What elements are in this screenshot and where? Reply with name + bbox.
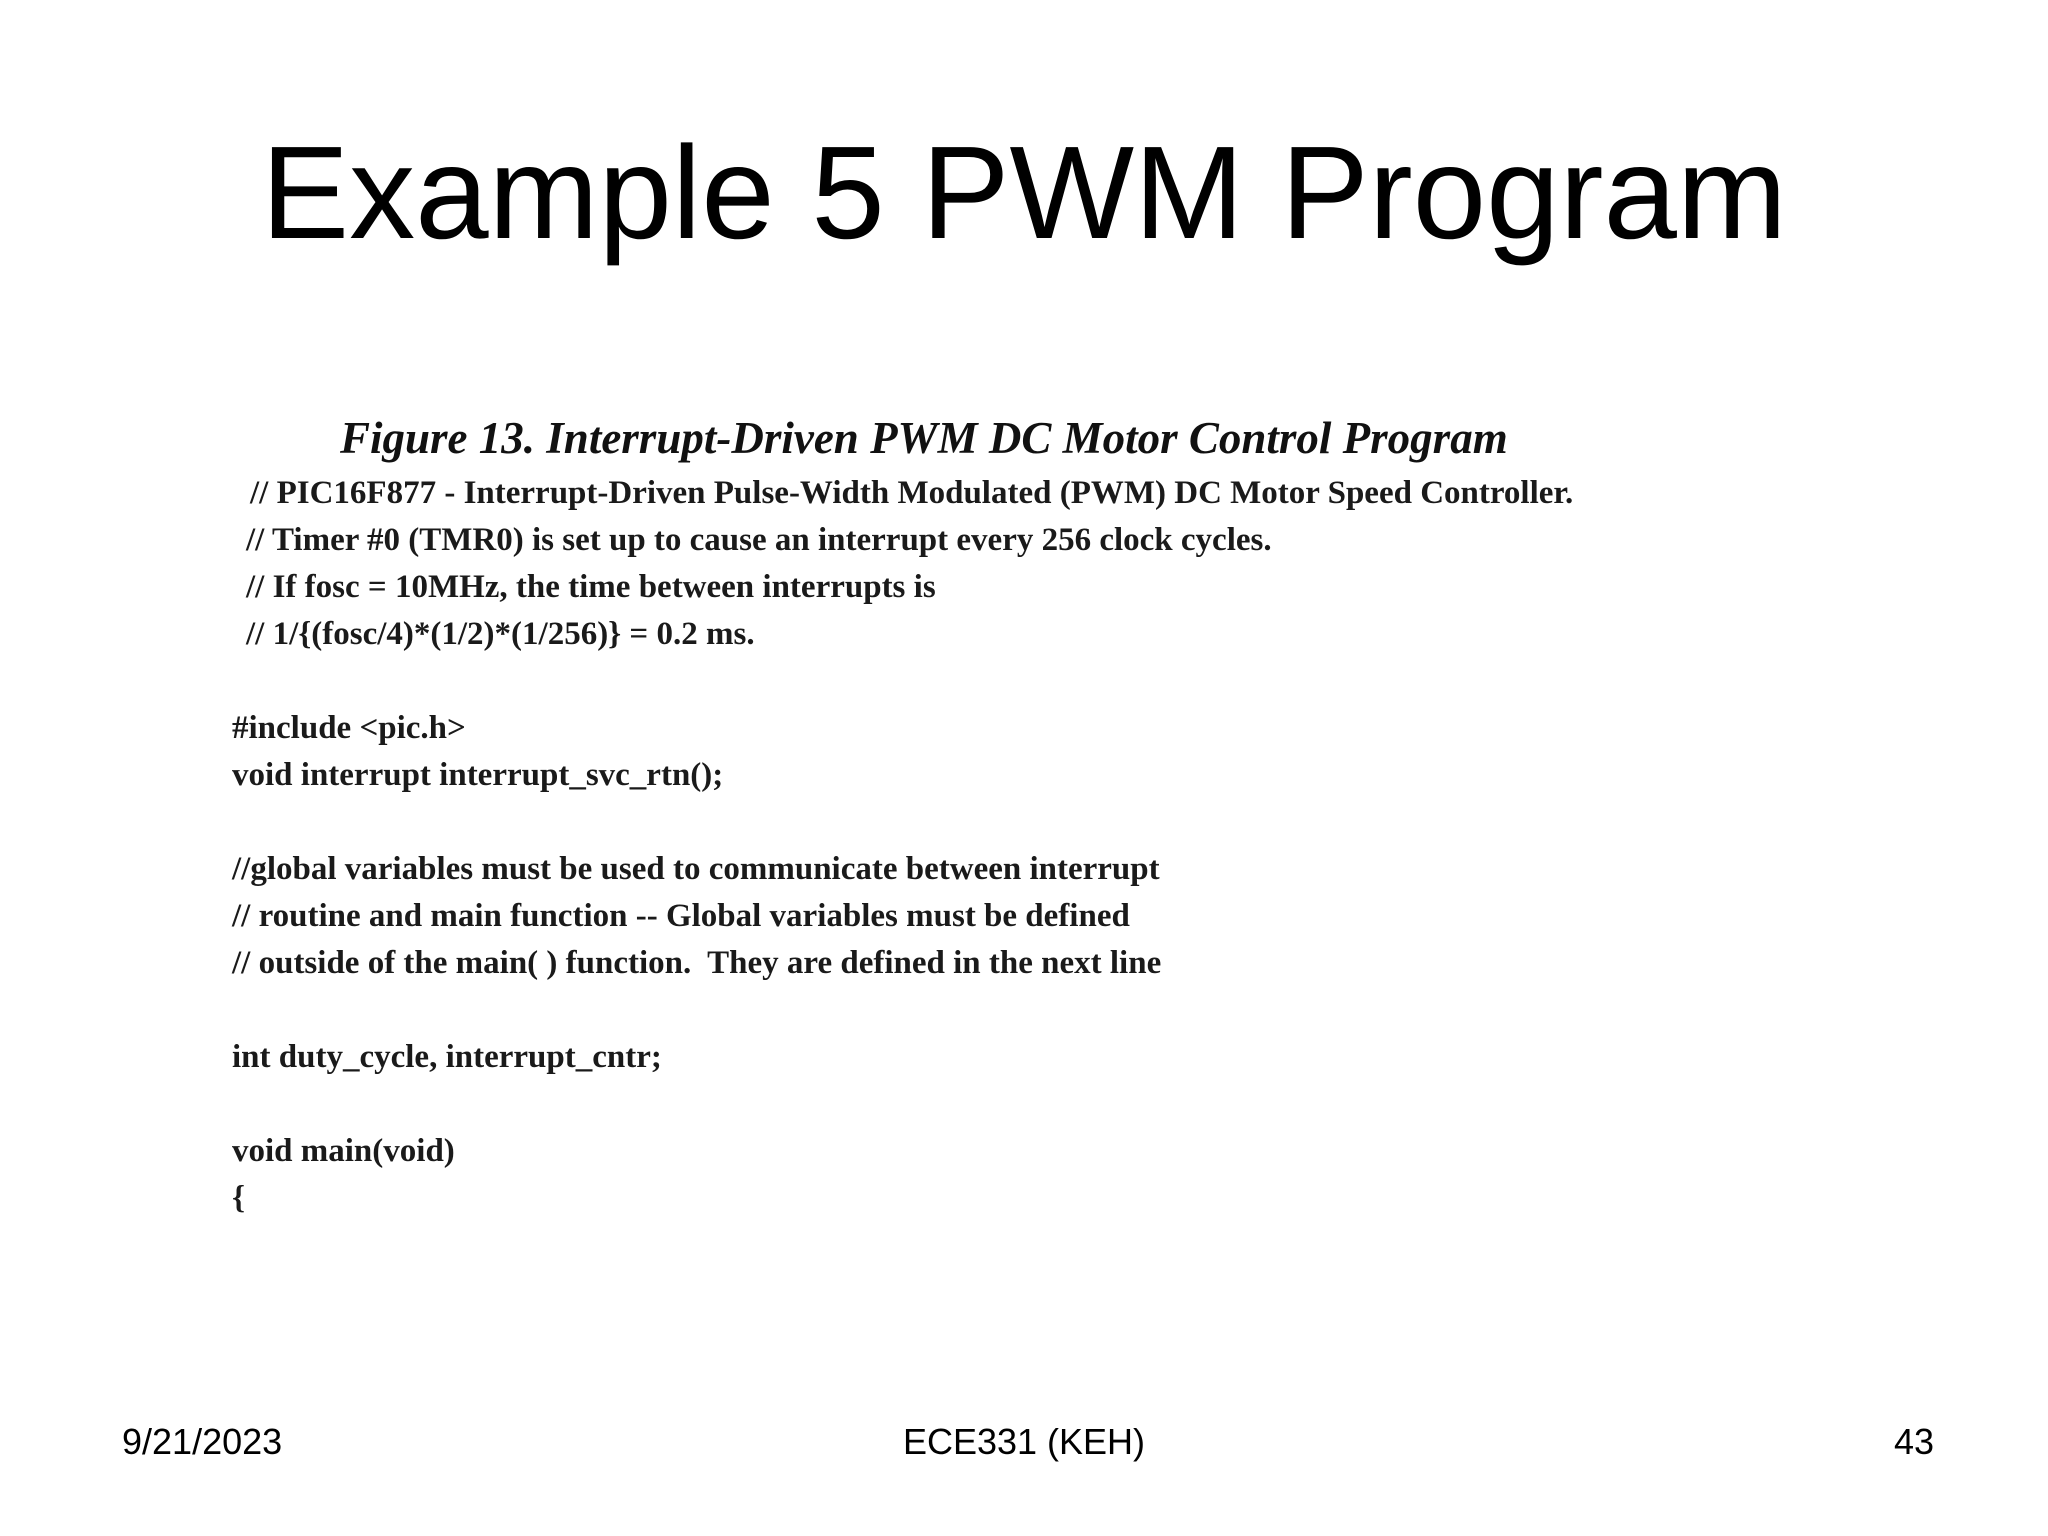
code-comment-line: // Timer #0 (TMR0) is set up to cause an interrupt every 256 clock cycles. xyxy=(246,522,1272,558)
footer-page-number: 43 xyxy=(1893,1421,1934,1462)
code-main-signature: void main(void) xyxy=(232,1133,455,1169)
blank-line xyxy=(232,799,1932,846)
code-comment-line: // If fosc = 10MHz, the time between interrupts is xyxy=(246,569,936,605)
footer-date: 9/21/2023 xyxy=(122,1421,283,1462)
footer-course: ECE331 (KEH) xyxy=(902,1421,1146,1462)
code-comment-line: //global variables must be used to communicate between interrupt xyxy=(232,851,1160,887)
code-declaration-line: int duty_cycle, interrupt_cntr; xyxy=(232,1039,662,1075)
code-comment-line: // 1/{(fosc/4)*(1/2)*(1/256)} = 0.2 ms. xyxy=(246,616,755,652)
blank-line xyxy=(232,1081,1932,1128)
code-prototype-line: void interrupt interrupt_svc_rtn(); xyxy=(232,757,724,793)
slide-title: Example 5 PWM Program xyxy=(261,119,1787,266)
blank-line xyxy=(232,658,1932,705)
code-include-line: #include <pic.h> xyxy=(232,710,466,746)
code-open-brace: { xyxy=(232,1180,246,1216)
blank-line xyxy=(232,987,1932,1034)
code-figure xyxy=(232,408,1932,1222)
figure-caption: Figure 13. Interrupt-Driven PWM DC Motor Control Program xyxy=(340,413,1508,463)
code-comment-line: // routine and main function -- Global variables must be defined xyxy=(232,898,1130,934)
code-comment-line: // PIC16F877 - Interrupt-Driven Pulse-Width Modulated (PWM) DC Motor Speed Controller. xyxy=(250,475,1574,511)
code-comment-line: // outside of the main( ) function. They are defined in the next line xyxy=(232,945,1162,981)
